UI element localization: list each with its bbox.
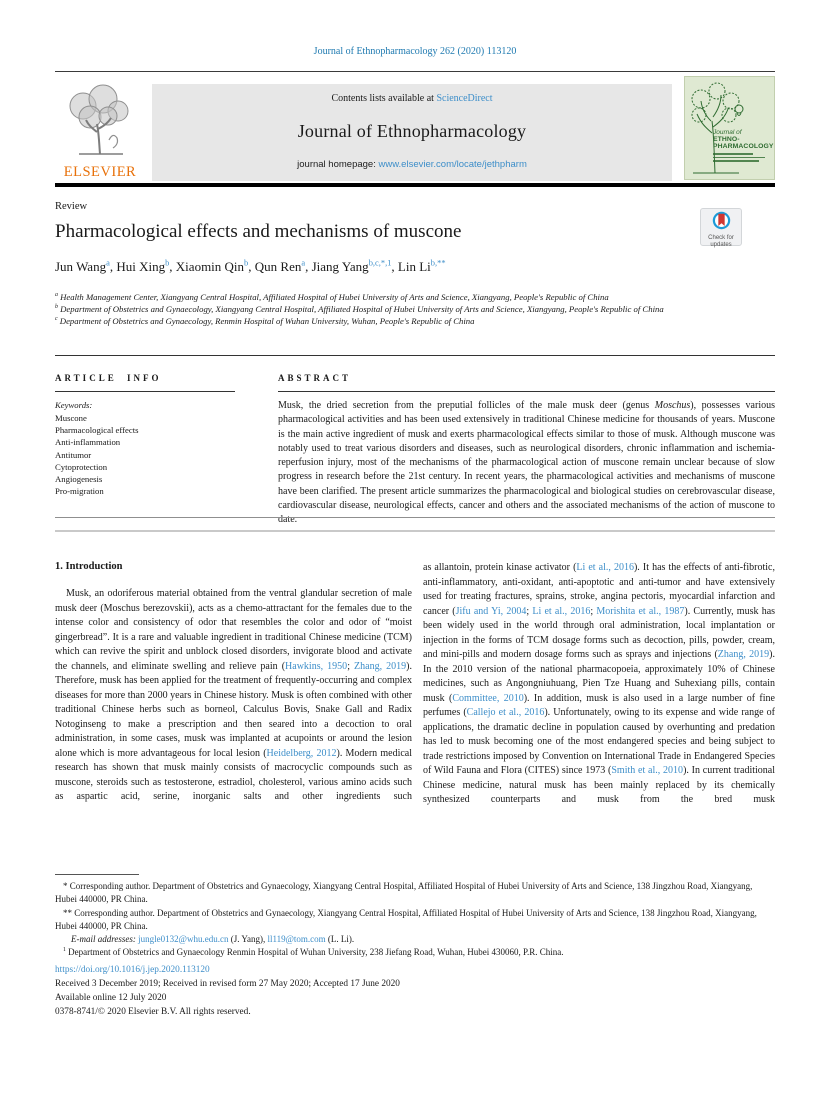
- elsevier-tree-icon: [59, 84, 141, 158]
- author-affiliation-marker[interactable]: b,c,*,1: [368, 257, 392, 268]
- running-head: Journal of Ethnopharmacology 262 (2020) 113120: [313, 46, 517, 57]
- available-online: Available online 12 July 2020: [55, 993, 167, 1003]
- body-column-right: [423, 561, 775, 808]
- elsevier-logo: [55, 84, 145, 181]
- author-affiliation-marker[interactable]: a: [106, 257, 110, 268]
- keyword-item: Angiogenesis: [55, 474, 103, 485]
- author-name: Hui Xing: [116, 259, 166, 274]
- text-segment: ;: [590, 605, 597, 617]
- text-segment: Corresponding author. Department of Obstetrics and Gynaecology, Xiangyang Central Hospital, Affiliated Hospital of Hubei University of Arts and Science, 138 Jingzhou Road, Xiangyang, Hubei 440000, PR China.: [55, 881, 753, 905]
- body-separator-rule: [55, 530, 775, 532]
- frontmatter-rule: [55, 355, 775, 356]
- text-segment: Department of Obstetrics and Gynaecology Renmin Hospital of Wuhan University, 238 Jiefang Road, Wuhan, Hubei 430060, P.R. China.: [68, 947, 564, 958]
- cover-title-line1: Journal of: [713, 129, 742, 136]
- text-segment: ;: [526, 605, 533, 617]
- keyword-item: Anti-inflammation: [55, 437, 121, 448]
- citation-link[interactable]: Zhang, 2019: [717, 649, 770, 660]
- footnote-marker: *: [63, 881, 68, 891]
- footnote: [55, 933, 775, 946]
- footnote-marker: 1: [63, 947, 66, 954]
- footnote-marker: **: [63, 907, 72, 918]
- text-segment: Musk, an odoriferous material obtained from the ventral glandular secretion of male musk deer (Moschus berezovskii), acts as a chemo-attractant for the females due to the intense color and consistency of odor that resembles the color and odor of “moist gingerbread”. It is a rare and valuable ingredient in traditional Chinese medicine (TCM) which can revive the spirit and unblock closed disorders, invigorate blood and activate the channels, and eliminate swelling and relieve pain (: [55, 588, 412, 672]
- elsevier-wordmark: ELSEVIER: [63, 164, 137, 180]
- article-info-rule: [55, 391, 235, 392]
- citation-link[interactable]: Jifu and Yi, 2004: [455, 605, 527, 617]
- article-info-heading: ARTICLE INFO: [55, 373, 162, 383]
- crossmark-icon: [712, 211, 731, 230]
- text-segment: Moschus: [654, 400, 691, 411]
- footnote-block: [55, 880, 775, 960]
- cover-title-line2: ETHNO-: [713, 136, 740, 143]
- citation-link[interactable]: Committee, 2010: [452, 692, 524, 704]
- contents-line: [152, 93, 672, 104]
- text-segment: ). It has the effects of anti-fibrotic, anti-inflammatory, anti-oxidant, anti-apoptotic and anti-tumor and have extensively used for treating fractures, sprains, stroke, angina pectoris, myocardial infarction and cancer (: [423, 562, 775, 617]
- abstract-rule: [278, 391, 775, 392]
- footnote: [55, 880, 775, 907]
- text-segment: ). In addition, musk is also used in a large number of fine perfumes (: [423, 692, 775, 718]
- abstract-bottom-rule: [55, 517, 775, 518]
- body-column-left: [55, 587, 412, 805]
- abstract-text: [278, 399, 775, 528]
- header-thick-rule: [55, 183, 775, 187]
- check-for-updates-label: Check for updates: [708, 235, 734, 248]
- author-affiliation-marker[interactable]: b: [165, 257, 170, 268]
- homepage-link[interactable]: www.elsevier.com/locate/jethpharm: [378, 159, 527, 170]
- keywords-label: Keywords:: [55, 400, 93, 410]
- citation-link[interactable]: Zhang, 2019: [354, 660, 407, 672]
- text-segment: ;: [347, 660, 355, 672]
- affiliation-list: [55, 291, 775, 327]
- keyword-item: Pro-migration: [55, 486, 104, 497]
- article-title: Pharmacological effects and mechanisms of muscone: [55, 221, 462, 242]
- author-affiliation-marker[interactable]: a: [301, 257, 306, 268]
- section-heading-introduction: 1. Introduction: [55, 561, 123, 572]
- footnote: [55, 946, 775, 959]
- text-segment: ). Unfortunately, owing to its expense and wide range of applications, the dramatic decline in population caused by overhunting and predation has led to musk becoming one of the most endangered species and being subject to trade restrictions imposed by Convention on International Trade in Endangered Species of Wild Fauna and Flora (CITES) since 1973 (: [423, 707, 775, 776]
- affiliation: $^b$ Department of Obstetrics and Gynaecology, Xiangyang Central Hospital, Affiliated Hospital of Hubei University of Arts and Science, Xiangyang, People's Republic of China: [55, 304, 664, 314]
- citation-link[interactable]: Morishita et al., 1987: [596, 605, 685, 617]
- journal-cover-thumbnail: [684, 76, 775, 180]
- keyword-item: Muscone: [55, 413, 87, 423]
- author-name: Lin Li: [397, 259, 431, 274]
- citation-link[interactable]: Li et al., 2016: [576, 562, 634, 573]
- author-name: Qun Ren: [254, 259, 302, 274]
- journal-header-box: [152, 84, 672, 181]
- text-segment: ). Therefore, musk has been applied for the treatment of frequently-occurring and complex diseases for more than 2000 years in Chinese history. Musk is often combined with other traditional Chinese herbs such as borneol, Calculus Bovis, Snake Gall and Radix Notoginseng to make a prescription and then seared into a decoction to oral administration, in some cases, musk was implanted at acupoints or around the lesion alone which is more advantageous for local lesion (: [55, 660, 413, 759]
- top-rule: [55, 71, 775, 72]
- text-segment: ). In the 2010 version of the national pharmacopoeia, approximately 10% of Chinese medicines, such as Angongniuhuang, Pien Tze Huang and Suhexiang pills, contain musk (: [423, 649, 776, 704]
- contents-prefix: Contents lists available at: [331, 93, 437, 104]
- issn-copyright: 0378-8741/© 2020 Elsevier B.V. All rights reserved.: [55, 1007, 251, 1017]
- author-list: Jun Wang$^a$, Hui Xing$^b$, Xiaomin Qin$^b$, Qun Ren$^a$, Jiang Yang$^{b,c,*,1}$, Lin $Li^{b,**}$: [55, 257, 446, 274]
- footnote-rule: [55, 874, 139, 875]
- citation-link[interactable]: jungle0132@whu.edu.cn: [138, 934, 229, 945]
- check-for-updates-badge[interactable]: [700, 208, 742, 246]
- received-history: Received 3 December 2019; Received in revised form 27 May 2020; Accepted 17 June 2020: [55, 979, 400, 989]
- keyword-item: Cytoprotection: [55, 461, 108, 472]
- abstract-heading: ABSTRACT: [278, 373, 352, 383]
- keywords-list: [55, 412, 255, 497]
- citation-link[interactable]: Heidelberg, 2012: [266, 747, 337, 759]
- text-segment: ). In current traditional Chinese medicine, natural musk has been mainly replaced by its chemically synthesized counterparts and musk from the bred musk: [423, 765, 776, 805]
- affiliation: $^a$ Health Management Center, Xiangyang Central Hospital, Affiliated Hospital of Hubei University of Arts and Science, Xiangyang, People's Republic of China: [55, 292, 609, 302]
- keyword-item: Antitumor: [55, 449, 92, 460]
- sciencedirect-link[interactable]: ScienceDirect: [436, 93, 493, 104]
- journal-title: Journal of Ethnopharmacology: [297, 121, 527, 141]
- citation-link[interactable]: Callejo et al., 2016: [466, 707, 545, 718]
- author-name: Jun Wang: [55, 259, 107, 274]
- cover-fineprint: [713, 153, 765, 164]
- text-segment: (L. Li).: [325, 934, 355, 945]
- cover-title-line3: PHARMACOLOGY: [713, 143, 774, 150]
- text-segment: ). Modern medical research has shown that musk mainly consists of macrocyclic compounds such as muscone, steroids such as testosterone, estradiol, cholesterol, various amino acids such as aspartic acid, serine, inorganic salts and other ingredients such: [55, 747, 412, 802]
- citation-link[interactable]: Smith et al., 2010: [611, 765, 684, 776]
- keyword-item: Pharmacological effects: [55, 425, 139, 436]
- text-segment: as allantoin, protein kinase activator (: [423, 562, 577, 573]
- citation-link[interactable]: Hawkins, 1950: [285, 660, 348, 672]
- author-affiliation-marker[interactable]: b: [244, 257, 249, 268]
- text-segment: ), possesses various pharmacological activities and has been used extensively in traditional Chinese medicine for thousands of years. Muscone is the main active ingredient of musk and exerts pharmacological effects similar to those of musk. Although muscone was notably used to treat various disorders and diseases, such as neurological disorders, chronic inflammation and ischemia-reperfusion injury, most of the mechanisms of the pharmacological action of muscone remain unclear because of slow progress in research before the 21st century. In recent years, the pharmacological activities and mechanisms of muscone have been clarified. The present article summarizes the pharmacological and biological studies on cerebrovascular disease, cardiovascular disease, neurological effects, cancer and others and the associated mechanisms of the action of muscone to date.: [278, 400, 775, 526]
- text-segment: ). Currently, musk has been widely used in the world through oral administration, local implantation or injection in the forms of TCM dosage forms such as decoction, pills, powder, cream, and mini-pills and modern dosage forms such as sprays and injections (: [423, 605, 776, 660]
- text-segment: Corresponding author. Department of Obstetrics and Gynaecology, Xiangyang Central Hospital, Affiliated Hospital of Hubei University of Arts and Science, 138 Jingzhou Road, Xiangyang, Hubei 440000, PR China.: [55, 907, 757, 931]
- text-segment: Musk, the dried secretion from the preputial follicles of the male musk deer (genus: [278, 400, 655, 411]
- text-segment: E-mail addresses:: [71, 934, 136, 945]
- article-type-label: Review: [55, 201, 88, 212]
- author-name: Jiang Yang: [311, 259, 369, 274]
- text-segment: (J. Yang),: [228, 934, 268, 945]
- doi-link[interactable]: https://doi.org/10.1016/j.jep.2020.113120: [55, 965, 210, 975]
- cover-title: [713, 129, 773, 150]
- footnote: [55, 907, 775, 934]
- citation-link[interactable]: ll119@tom.com: [267, 934, 326, 945]
- homepage-prefix: journal homepage:: [297, 159, 379, 170]
- affiliation: $^c$ Department of Obstetrics and Gynaecology, Renmin Hospital of Wuhan University, Wuhan, People's Republic of China: [55, 316, 475, 326]
- author-name: Xiaomin Qin: [175, 259, 245, 274]
- author-affiliation-marker[interactable]: b,**: [430, 257, 446, 268]
- homepage-line: [152, 159, 672, 170]
- citation-link[interactable]: Li et al., 2016: [532, 605, 591, 617]
